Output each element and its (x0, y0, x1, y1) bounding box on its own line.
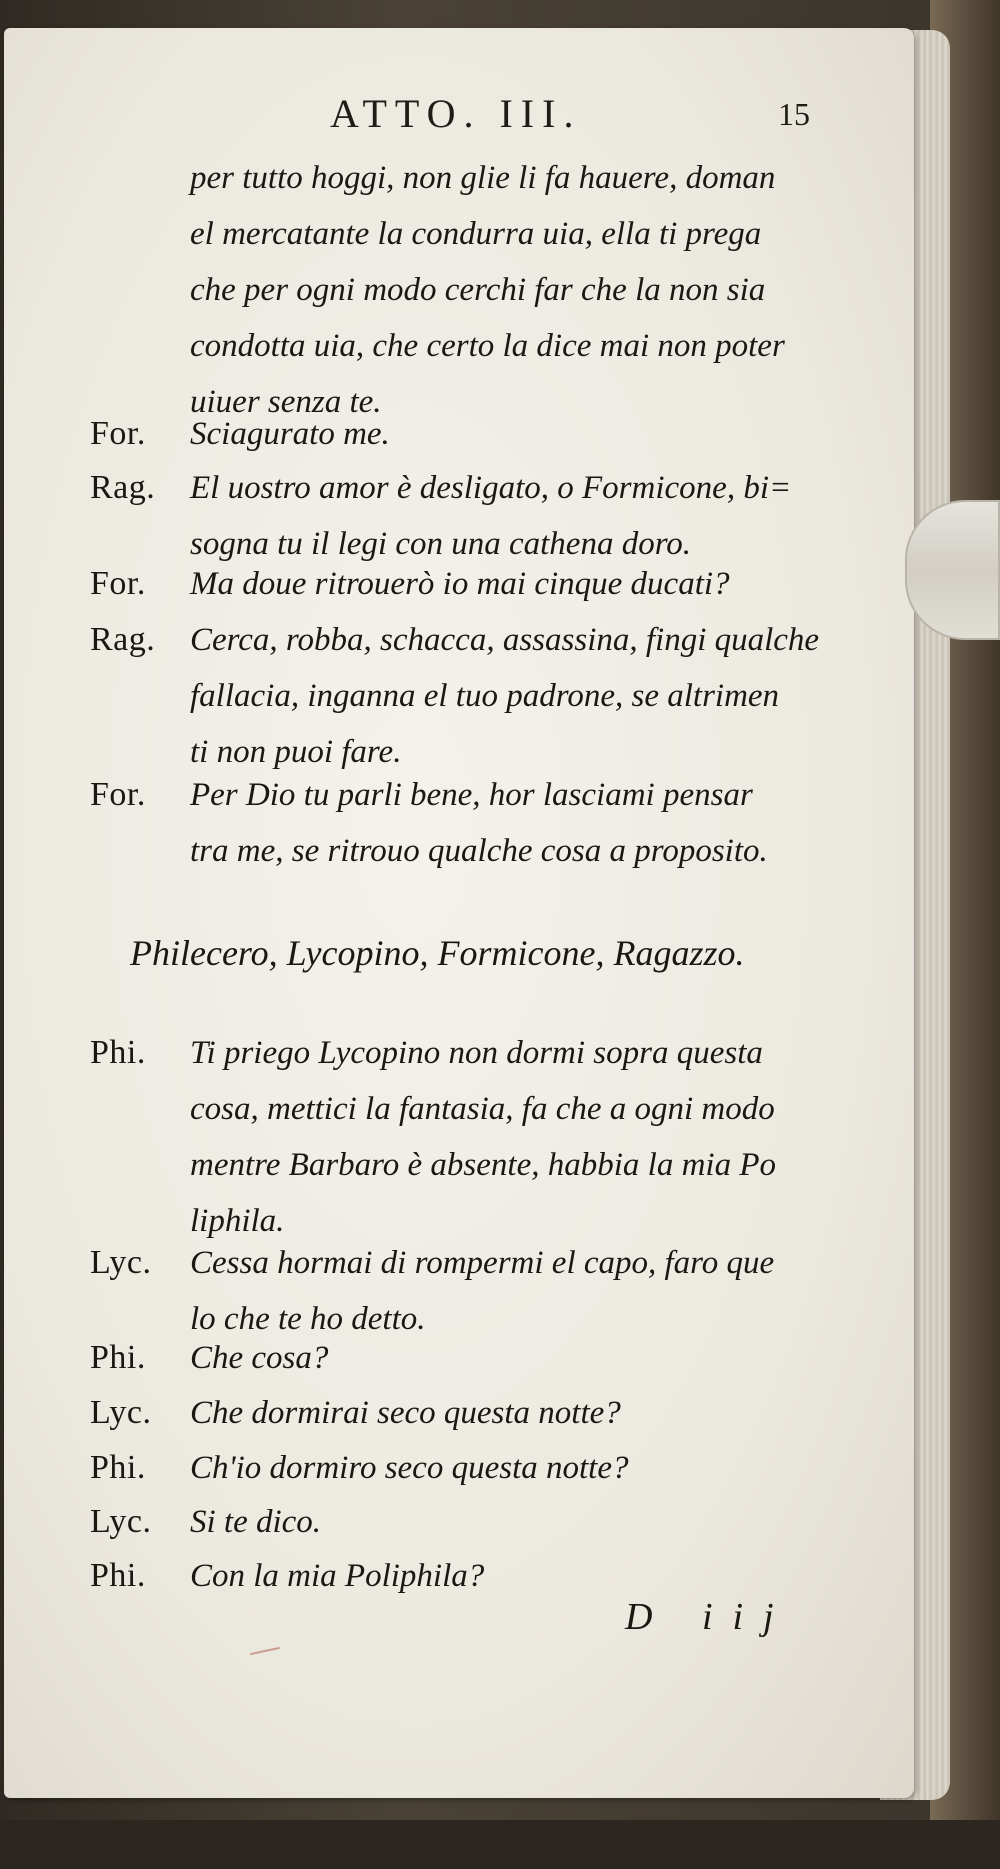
speaker-label: Rag. (90, 469, 156, 506)
text-line: Che dormirai seco questa notte? (190, 1395, 621, 1431)
speaker-label: Lyc. (90, 1394, 152, 1431)
speaker-label: For. (90, 565, 146, 602)
page-number: 15 (778, 96, 810, 132)
speech-lines (190, 1330, 900, 1386)
text-line: cosa, mettici la fantasia, fa che a ogni modo (190, 1091, 775, 1127)
text-line: Per Dio tu parli bene, hor lasciami pensar (190, 777, 753, 813)
text-line: Ch'io dormiro seco questa notte? (190, 1450, 629, 1486)
speaker-label: Rag. (90, 621, 156, 658)
text-line: Cerca, robba, schacca, assassina, fingi qualche (190, 622, 820, 658)
text-line: ti non puoi fare. (190, 734, 402, 770)
speaker-label: Lyc. (90, 1244, 152, 1281)
scene-heading: Philecero, Lycopino, Formicone, Ragazzo. (130, 933, 745, 973)
speaker-label: Phi. (90, 1034, 146, 1071)
speaker-label: Phi. (90, 1339, 146, 1376)
speaker-label: Phi. (90, 1557, 146, 1594)
speech-lines (190, 612, 900, 780)
text-line: Con la mia Poliphila? (190, 1558, 485, 1594)
text-line: el mercatante la condurra uia, ella ti prega (190, 216, 762, 252)
text-line: sogna tu il legi con una cathena doro. (190, 526, 692, 562)
text-line: Ma doue ritrouerò io mai cinque ducati? (190, 566, 730, 602)
speaker-label: For. (90, 776, 146, 813)
speaker-label: Lyc. (90, 1503, 152, 1540)
text-line: Che cosa? (190, 1340, 329, 1376)
text-line: liphila. (190, 1203, 285, 1239)
speaker-label: Phi. (90, 1449, 146, 1486)
speech-lines (190, 556, 900, 612)
text-line: mentre Barbaro è absente, habbia la mia Po (190, 1147, 776, 1183)
text-line: uiuer senza te. (190, 384, 382, 420)
text-line: condotta uia, che certo la dice mai non poter (190, 328, 785, 364)
speech-lines (190, 1494, 900, 1550)
speech-lines (190, 150, 900, 430)
text-line: Si te dico. (190, 1504, 322, 1540)
running-head: ATTO. III. (330, 91, 582, 136)
text-line: che per ogni modo cerchi far che la non sia (190, 272, 766, 308)
speech-lines (190, 1025, 900, 1249)
speech-lines (190, 406, 900, 462)
text-line: lo che te ho detto. (190, 1301, 426, 1337)
ink-smudge (250, 1647, 280, 1655)
speaker-label: For. (90, 415, 146, 452)
text-line: per tutto hoggi, non glie li fa hauere, doman (190, 160, 776, 196)
speech-lines (190, 1385, 900, 1441)
signature-mark: D iij (625, 1596, 794, 1638)
text-line: Ti priego Lycopino non dormi sopra questa (190, 1035, 763, 1071)
text-line: fallacia, inganna el tuo padrone, se altrimen (190, 678, 780, 714)
text-line: Sciagurato me. (190, 416, 390, 452)
text-line: Cessa hormai di rompermi el capo, faro que (190, 1245, 775, 1281)
speech-lines (190, 767, 900, 879)
text-line: tra me, se ritrouo qualche cosa a proposito. (190, 833, 768, 869)
text-line: El uostro amor è desligato, o Formicone, bi= (190, 470, 792, 506)
speech-lines (190, 1440, 900, 1496)
